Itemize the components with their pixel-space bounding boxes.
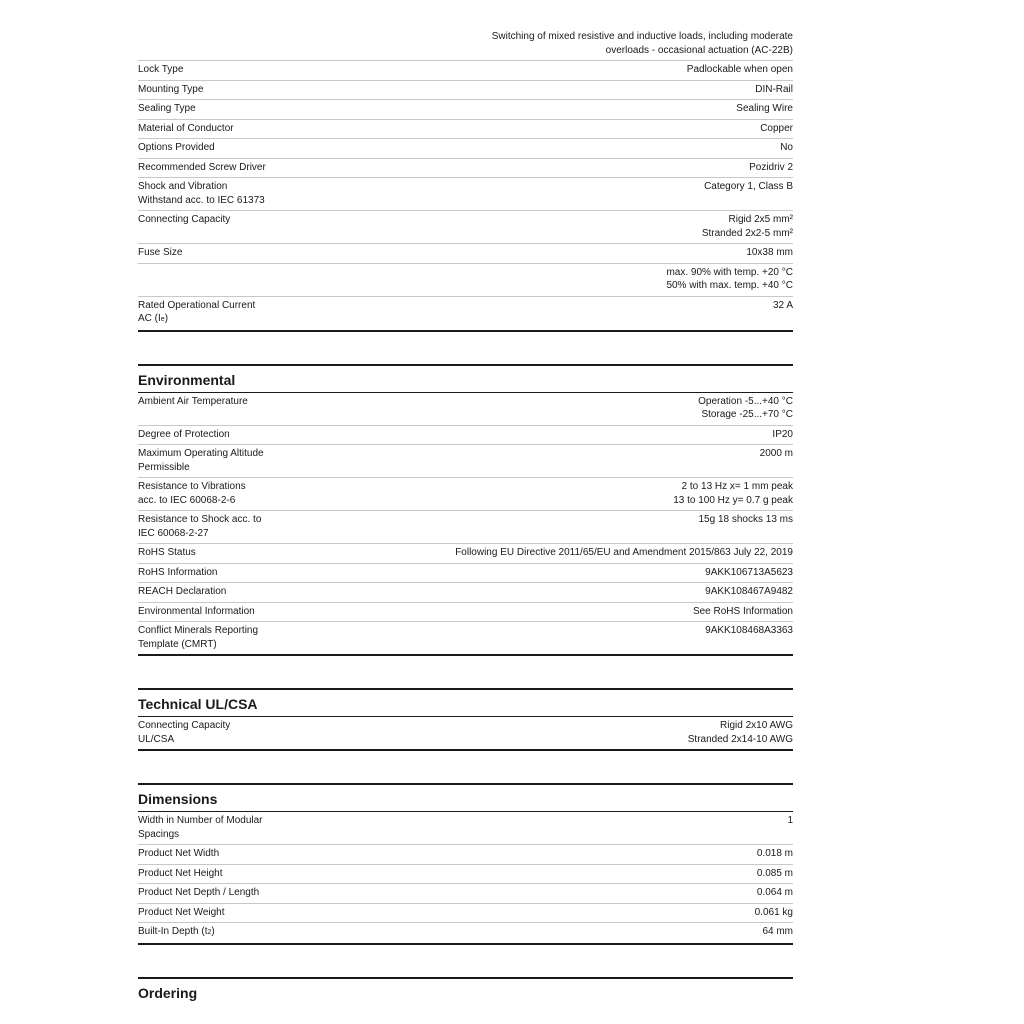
- spec-row-shock-and-vibration: [138, 178, 793, 211]
- spec-row-utilization-category: [138, 28, 793, 61]
- spec-value: [266, 513, 793, 527]
- spec-value: [266, 585, 793, 599]
- spec-value-line: 13 to 100 Hz y= 0.7 g peak: [673, 494, 793, 506]
- spec-row-rated-operational-current: [138, 297, 793, 332]
- spec-value-line: 1: [787, 815, 793, 826]
- spec-label: RoHS Status: [138, 547, 196, 558]
- spec-value-line: 0.064 m: [756, 887, 793, 898]
- spec-label: Connecting Capacity: [138, 214, 231, 225]
- spec-value-line: 0.085 m: [756, 867, 793, 879]
- section-title-environmental: Environmental: [138, 364, 793, 393]
- spec-row-options-provided: [138, 139, 793, 159]
- spec-value-line: overloads - occasional actuation (AC-22B): [605, 44, 793, 56]
- spec-row-product-net-width: [138, 845, 793, 865]
- spec-label: Width in Number of Modular Spacings: [138, 815, 263, 840]
- spec-row-connecting-capacity: [138, 211, 793, 244]
- spec-value-line: Following EU Directive 2011/65/EU and Amendment 2015/863 July 22, 2019: [455, 547, 793, 558]
- spec-label: Resistance to Vibrations acc. to IEC 60068-2-6: [138, 481, 246, 506]
- environmental-rows: [138, 393, 793, 657]
- spec-label: Sealing Type: [138, 103, 196, 114]
- spec-row-mounting-type: [138, 81, 793, 101]
- spec-label: Built-In Depth (t2): [138, 926, 215, 937]
- spec-row-fuse-size: [138, 244, 793, 264]
- spec-value: [266, 847, 793, 861]
- technical-section-rows: [138, 28, 793, 297]
- spec-value-line: max. 90% with temp. +20 °C: [666, 266, 793, 278]
- spec-label: Product Net Weight: [138, 906, 225, 918]
- spec-label: Product Net Depth / Length: [138, 887, 260, 898]
- spec-value-line: Rigid 2x5 mm²: [728, 214, 793, 225]
- spec-value-line: Storage -25...+70 °C: [701, 409, 793, 420]
- spec-row-recommended-screw-driver: [138, 159, 793, 179]
- spec-row-reach-declaration: [138, 583, 793, 603]
- spec-label: REACH Declaration: [138, 586, 227, 597]
- spec-value: [266, 266, 793, 293]
- spec-value-line: 9AKK108467A9482: [705, 586, 793, 597]
- spec-label: Mounting Type: [138, 83, 204, 95]
- spec-label: RoHS Information: [138, 566, 218, 578]
- spec-value: [266, 102, 793, 116]
- spec-value: [266, 83, 793, 97]
- spec-label: Recommended Screw Driver: [138, 161, 266, 173]
- spec-value: [266, 906, 793, 920]
- spec-value-line: Copper: [760, 122, 793, 134]
- spec-value: [266, 624, 793, 638]
- spec-value-line: Padlockable when open: [686, 64, 793, 75]
- spec-value-line: No: [780, 142, 793, 153]
- spec-value-line: See RoHS Information: [692, 605, 793, 617]
- spec-value-line: Operation -5...+40 °C: [698, 395, 793, 407]
- spec-row-product-net-height: [138, 865, 793, 885]
- spec-value: [266, 395, 793, 422]
- spec-value-line: 2000 m: [759, 448, 793, 459]
- spec-value-line: 15g 18 shocks 13 ms: [698, 514, 793, 525]
- spec-value: [266, 566, 793, 580]
- spec-row-product-net-depth: [138, 884, 793, 904]
- spec-value: [266, 141, 793, 155]
- technical-ul-section: [138, 688, 793, 751]
- spec-row-humidity: [138, 264, 793, 297]
- spec-value: [266, 867, 793, 881]
- spec-row-width-modular-spacings: [138, 812, 793, 845]
- spec-row-built-in-depth: [138, 923, 793, 945]
- spec-value-line: 2 to 13 Hz x= 1 mm peak: [681, 481, 793, 492]
- spec-value: [266, 180, 793, 194]
- spec-value-line: Switching of mixed resistive and inductive loads, including moderate: [491, 31, 793, 42]
- spec-label: Rated Operational Current AC (Ie): [138, 299, 256, 324]
- spec-value: [266, 814, 793, 828]
- spec-row-sealing-type: [138, 100, 793, 120]
- spec-label: Options Provided: [138, 142, 215, 153]
- spec-value-line: 50% with max. temp. +40 °C: [666, 280, 793, 291]
- spec-value-line: IP20: [772, 428, 793, 440]
- spec-value: [266, 605, 793, 619]
- spec-label: Product Net Height: [138, 867, 223, 879]
- spec-value: [266, 63, 793, 77]
- spec-row-resistance-to-shock: [138, 511, 793, 544]
- spec-value: [266, 161, 793, 175]
- section-title-dimensions: Dimensions: [138, 783, 793, 812]
- spec-row-rohs-status: [138, 544, 793, 564]
- spec-value: [266, 480, 793, 507]
- spec-row-product-net-weight: [138, 904, 793, 924]
- spec-value: 64 mm: [762, 926, 793, 937]
- spec-label: Connecting Capacity UL/CSA: [138, 720, 231, 745]
- section-title-technical-ul-csa: Technical UL/CSA: [138, 688, 793, 717]
- spec-row-resistance-to-vibrations: [138, 478, 793, 511]
- dimensions-rows: [138, 812, 793, 923]
- spec-label: Environmental Information: [138, 605, 255, 617]
- spec-label: Fuse Size: [138, 247, 183, 258]
- spec-label: Degree of Protection: [138, 428, 230, 440]
- spec-value: [266, 30, 793, 57]
- section-title-ordering: Ordering: [138, 977, 793, 1005]
- spec-label: Conflict Minerals Reporting Template (CMRT): [138, 625, 259, 650]
- spec-value: [266, 213, 793, 240]
- spec-value-line: 0.061 kg: [754, 906, 793, 918]
- spec-row-ambient-air-temperature: [138, 393, 793, 426]
- spec-label: Shock and Vibration Withstand acc. to IEC 61373: [138, 181, 265, 206]
- spec-value: [266, 546, 793, 560]
- spec-value: [266, 719, 793, 746]
- spec-value: 32 A: [772, 299, 793, 311]
- spec-value-line: Category 1, Class B: [704, 181, 793, 192]
- spec-value-line: Sealing Wire: [736, 103, 793, 114]
- environmental-section: [138, 364, 793, 657]
- spec-value-line: 9AKK108468A3363: [705, 625, 793, 636]
- technical-ul-rows: [138, 717, 793, 751]
- spec-label: Product Net Width: [138, 848, 220, 859]
- spec-value-line: 9AKK106713A5623: [705, 566, 793, 578]
- spec-label: Material of Conductor: [138, 122, 234, 134]
- spec-value-line: Rigid 2x10 AWG: [720, 720, 793, 731]
- spec-row-connecting-capacity-ul: [138, 717, 793, 751]
- spec-value: [266, 246, 793, 260]
- spec-label: Resistance to Shock acc. to IEC 60068-2-27: [138, 514, 262, 539]
- spec-row-rohs-information: [138, 564, 793, 584]
- spec-label: Lock Type: [138, 64, 184, 75]
- ordering-section: [138, 977, 793, 1005]
- spec-row-environmental-information: [138, 603, 793, 623]
- spec-row-lock-type: [138, 61, 793, 81]
- spec-label: Ambient Air Temperature: [138, 395, 248, 407]
- spec-value-line: 10x38 mm: [746, 247, 793, 258]
- spec-value: [266, 428, 793, 442]
- product-datasheet: [138, 28, 793, 1005]
- spec-row-max-operating-altitude: [138, 445, 793, 478]
- spec-value: [266, 886, 793, 900]
- spec-value-line: DIN-Rail: [755, 83, 793, 95]
- spec-value-line: Pozidriv 2: [749, 161, 793, 173]
- spec-value: [266, 122, 793, 136]
- spec-value-line: Stranded 2x14-10 AWG: [687, 733, 793, 745]
- spec-row-conflict-minerals: [138, 622, 793, 656]
- spec-row-degree-of-protection: [138, 426, 793, 446]
- dimensions-section: [138, 783, 793, 945]
- spec-value-line: Stranded 2x2-5 mm²: [701, 227, 793, 239]
- spec-value: [266, 447, 793, 461]
- spec-value-line: 0.018 m: [756, 848, 793, 859]
- spec-row-material-of-conductor: [138, 120, 793, 140]
- spec-label: Maximum Operating Altitude Permissible: [138, 448, 264, 473]
